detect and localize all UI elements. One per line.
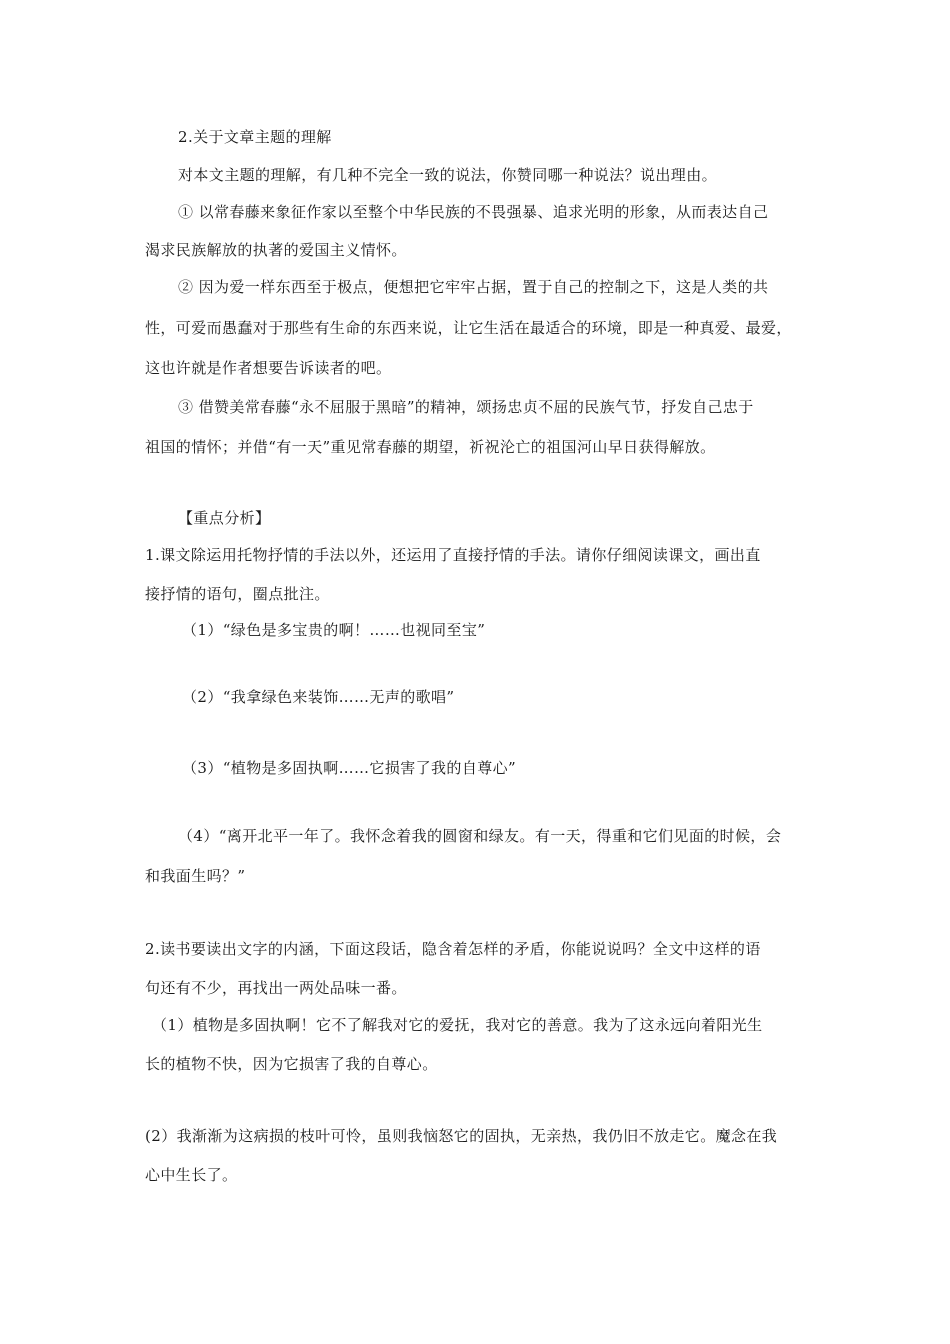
- option-3-line-1: ③ 借赞美常春藤“永不屈服于黑暗”的精神，颂扬忠贞不屈的民族气节，抒发自己忠于: [178, 398, 754, 416]
- list-item: （1）“绿色是多宝贵的啊！……也视同至宝”: [182, 621, 486, 639]
- question-text: 对本文主题的理解，有几种不完全一致的说法，你赞同哪一种说法？说出理由。: [178, 166, 718, 184]
- question-2-item-1-line-1: （1）植物是多固执啊！它不了解我对它的爱抚，我对它的善意。我为了这永远向着阳光生: [152, 1016, 763, 1034]
- section-heading: 2.关于文章主题的理解: [178, 128, 332, 146]
- question-1-line-1: 1.课文除运用托物抒情的手法以外，还运用了直接抒情的手法。请你仔细阅读课文，画出直: [145, 546, 761, 564]
- option-1-line-1: ① 以常春藤来象征作家以至整个中华民族的不畏强暴、追求光明的形象，从而表达自己: [178, 203, 769, 221]
- question-2-line-2: 句还有不少，再找出一两处品味一番。: [145, 979, 407, 997]
- list-item: （2）“我拿绿色来装饰……无声的歌唱”: [182, 688, 455, 706]
- list-item-4-line-2: 和我面生吗？”: [145, 867, 246, 885]
- question-2-line-1: 2.读书要读出文字的内涵，下面这段话，隐含着怎样的矛盾，你能说说吗？全文中这样的语: [145, 940, 761, 958]
- option-2-line-1: ② 因为爱一样东西至于极点，便想把它牢牢占据，置于自己的控制之下，这是人类的共: [178, 278, 769, 296]
- option-2-line-2: 性，可爱而愚蠢对于那些有生命的东西来说，让它生活在最适合的环境，即是一种真爱、最爱，: [145, 319, 792, 337]
- question-2-item-2-line-1: (2）我渐渐为这病损的枝叶可怜，虽则我恼怒它的固执，无亲热，我仍旧不放走它。魔念在我: [145, 1127, 778, 1145]
- question-1-line-2: 接抒情的语句，圈点批注。: [145, 585, 330, 603]
- list-item: （3）“植物是多固执啊……它损害了我的自尊心”: [182, 759, 517, 777]
- option-3-line-2: 祖国的情怀；并借“有一天”重见常春藤的期望，祈祝沦亡的祖国河山早日获得解放。: [145, 438, 716, 456]
- question-2-item-2-line-2: 心中生长了。: [145, 1166, 238, 1184]
- list-item-4-line-1: （4）“离开北平一年了。我怀念着我的圆窗和绿友。有一天，得重和它们见面的时候，会: [178, 827, 782, 845]
- option-2-line-3: 这也许就是作者想要告诉读者的吧。: [145, 359, 392, 377]
- question-2-item-1-line-2: 长的植物不快，因为它损害了我的自尊心。: [145, 1055, 438, 1073]
- key-analysis-heading: 【重点分析】: [178, 509, 271, 527]
- option-1-line-2: 渴求民族解放的执著的爱国主义情怀。: [145, 241, 407, 259]
